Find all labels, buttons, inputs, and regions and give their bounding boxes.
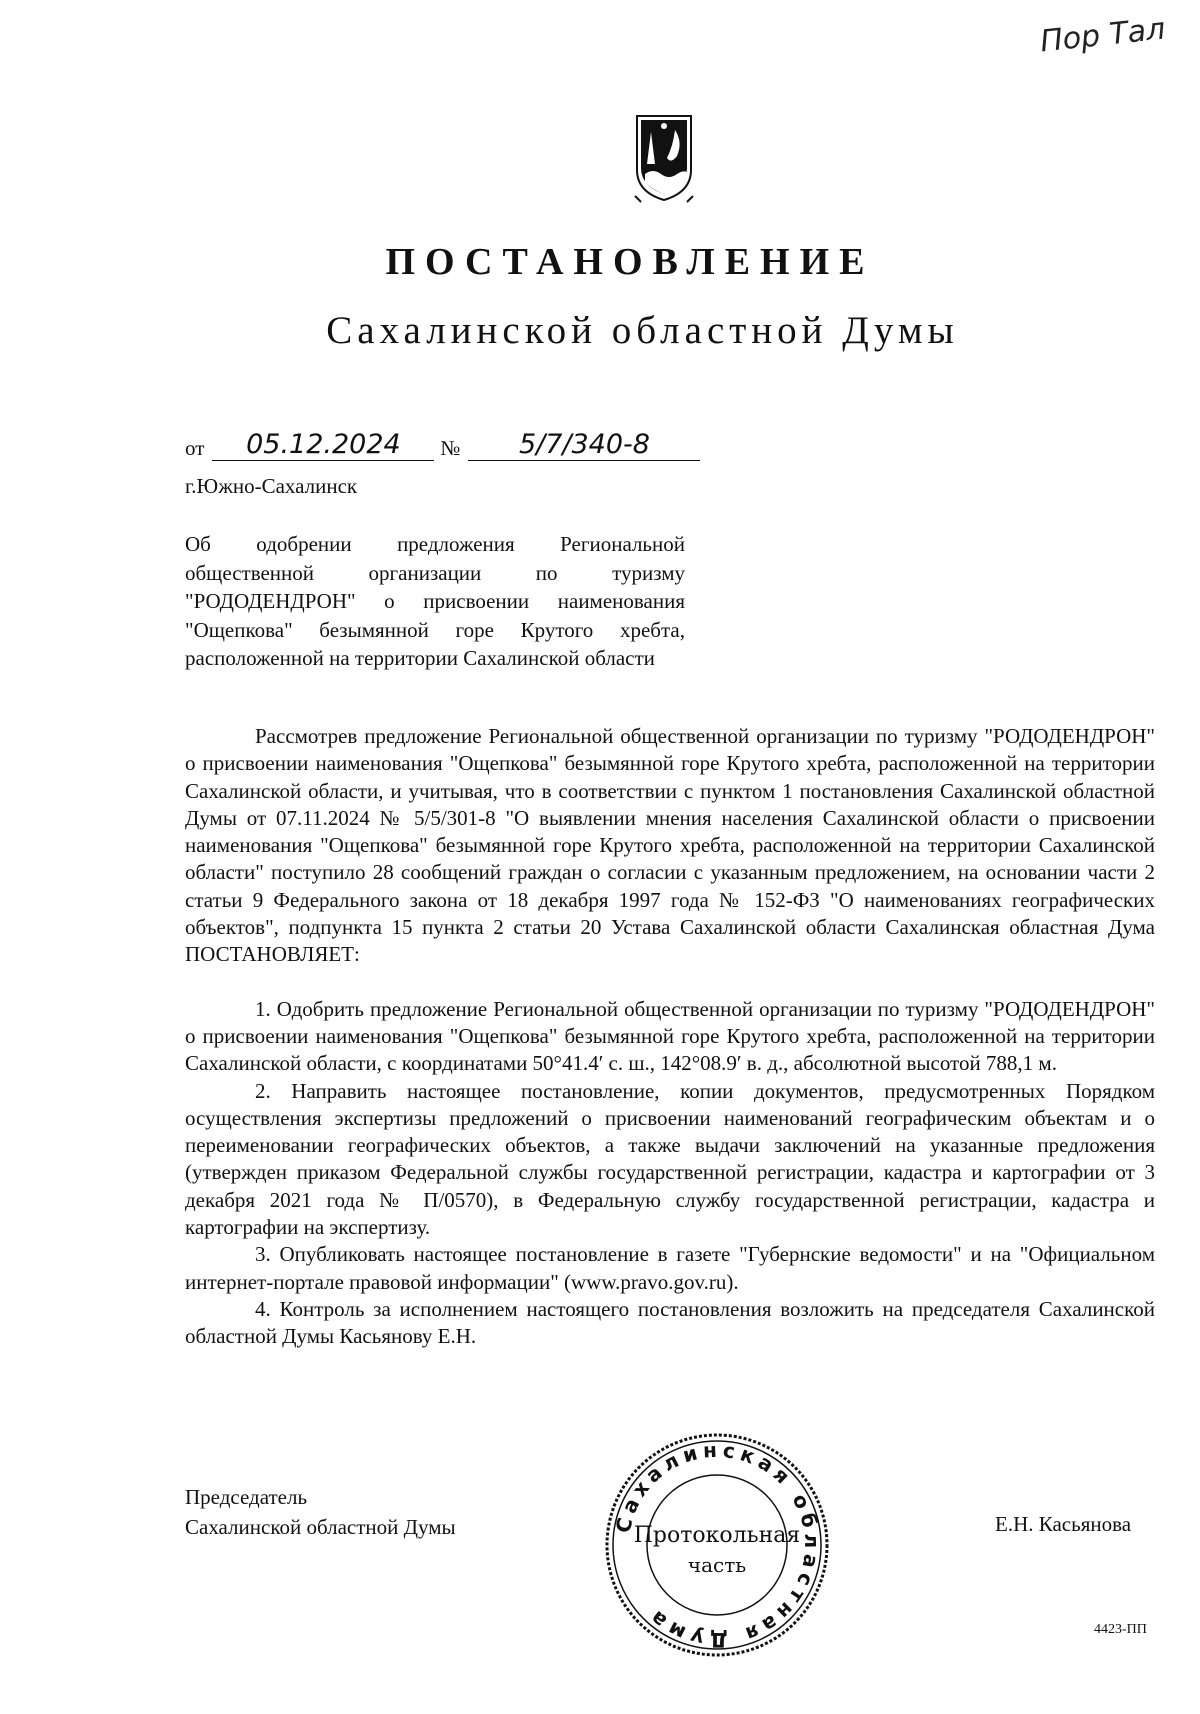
document-code: 4423-ПП <box>1094 1622 1147 1637</box>
document-subtitle: Сахалинской областной Думы <box>326 309 959 352</box>
city: г.Южно-Сахалинск <box>185 474 358 498</box>
date-prefix: от <box>185 435 205 460</box>
date-number-line <box>185 430 700 461</box>
stamp-center-line-2: часть <box>687 1553 747 1577</box>
number-value: 5/7/340-8 <box>468 430 700 461</box>
item-4-paragraph: 4. Контроль за исполнением настоящего постановления возложить на председателя Сахалинской областной Думы Касьянову Е.Н. <box>185 1296 1155 1349</box>
round-seal-stamp <box>602 1430 832 1660</box>
signatory-name: Е.Н. Касьянова <box>995 1512 1132 1536</box>
number-sign: № <box>440 435 461 460</box>
stamp-center-line-1: Протокольная <box>633 1523 801 1548</box>
item-3-paragraph: 3. Опубликовать настоящее постановление в газете "Губернские ведомости" и на "Официальном интернет-портале правовой информации" (www.pravo.gov.ru). <box>185 1242 1155 1294</box>
item-2-paragraph: 2. Направить настоящее постановление, копии документов, предусмотренных Порядком осуществления экспертизы предложений о присвоении наименований географическим объектам и о переименовании географических объектов, а также выдачи заключений на указанные предложения (утвержден приказом Федеральной службы государственной регистрации, кадастра и картографии от 3 декабря 2021 года № П/0570), в Федеральную службу государственной регистрации, кадастра и картографии на экспертизу. <box>185 1078 1155 1240</box>
subject-text: Об одобрении предложения Региональной общественной организации по туризму "РОДОДЕНДРОН" о присвоении наименования "Ощепкова" безымянной горе Крутого хребта, расположенной на территории Сахалинской области <box>185 532 685 670</box>
coat-of-arms-icon <box>633 112 695 204</box>
preamble-paragraph: Рассмотрев предложение Региональной общественной организации по туризму "РОДОДЕНДРОН" о присвоении наименования "Ощепкова" безымянной горе Крутого хребта, расположенной на территории Сахалинской области, и учитывая, что в соответствии с пунктом 1 постановления Сахалинской областной Думы от 07.11.2024 № 5/5/301-8 "О выявлении мнения населения Сахалинской области о присвоении наименования "Ощепкова" безымянной горе Крутого хребта, расположенной на территории Сахалинской области" поступило 28 сообщений граждан о согласии с указанным предложением, на основании части 2 статьи 9 Федерального закона от 18 декабря 1997 года № 152-ФЗ "О наименованиях географических объектов", подпункта 15 пункта 2 статьи 20 Устава Сахалинской области Сахалинская областная Дума ПОСТАНОВЛЯЕТ: <box>185 724 1155 967</box>
date-value: 05.12.2024 <box>212 430 434 461</box>
handwritten-note: Пор Тал <box>1038 11 1167 60</box>
document-body <box>185 723 1155 1351</box>
stamp-ring-text: Сахалинская областная Дума <box>610 1437 825 1653</box>
position-line-1: Председатель <box>185 1485 308 1509</box>
position-line-2: Сахалинской областной Думы <box>185 1515 456 1539</box>
signatory-position <box>185 1482 456 1542</box>
document-title: ПОСТАНОВЛЕНИЕ <box>385 241 875 283</box>
item-1-paragraph: 1. Одобрить предложение Региональной общественной организации по туризму "РОДОДЕНДРОН" о присвоении наименования "Ощепкова" безымянной горе Крутого хребта, расположенной на территории Сахалинской области, с координатами 50°41.4′ с. ш., 142°08.9′ в. д., абсолютной высотой 788,1 м. <box>185 996 1155 1076</box>
